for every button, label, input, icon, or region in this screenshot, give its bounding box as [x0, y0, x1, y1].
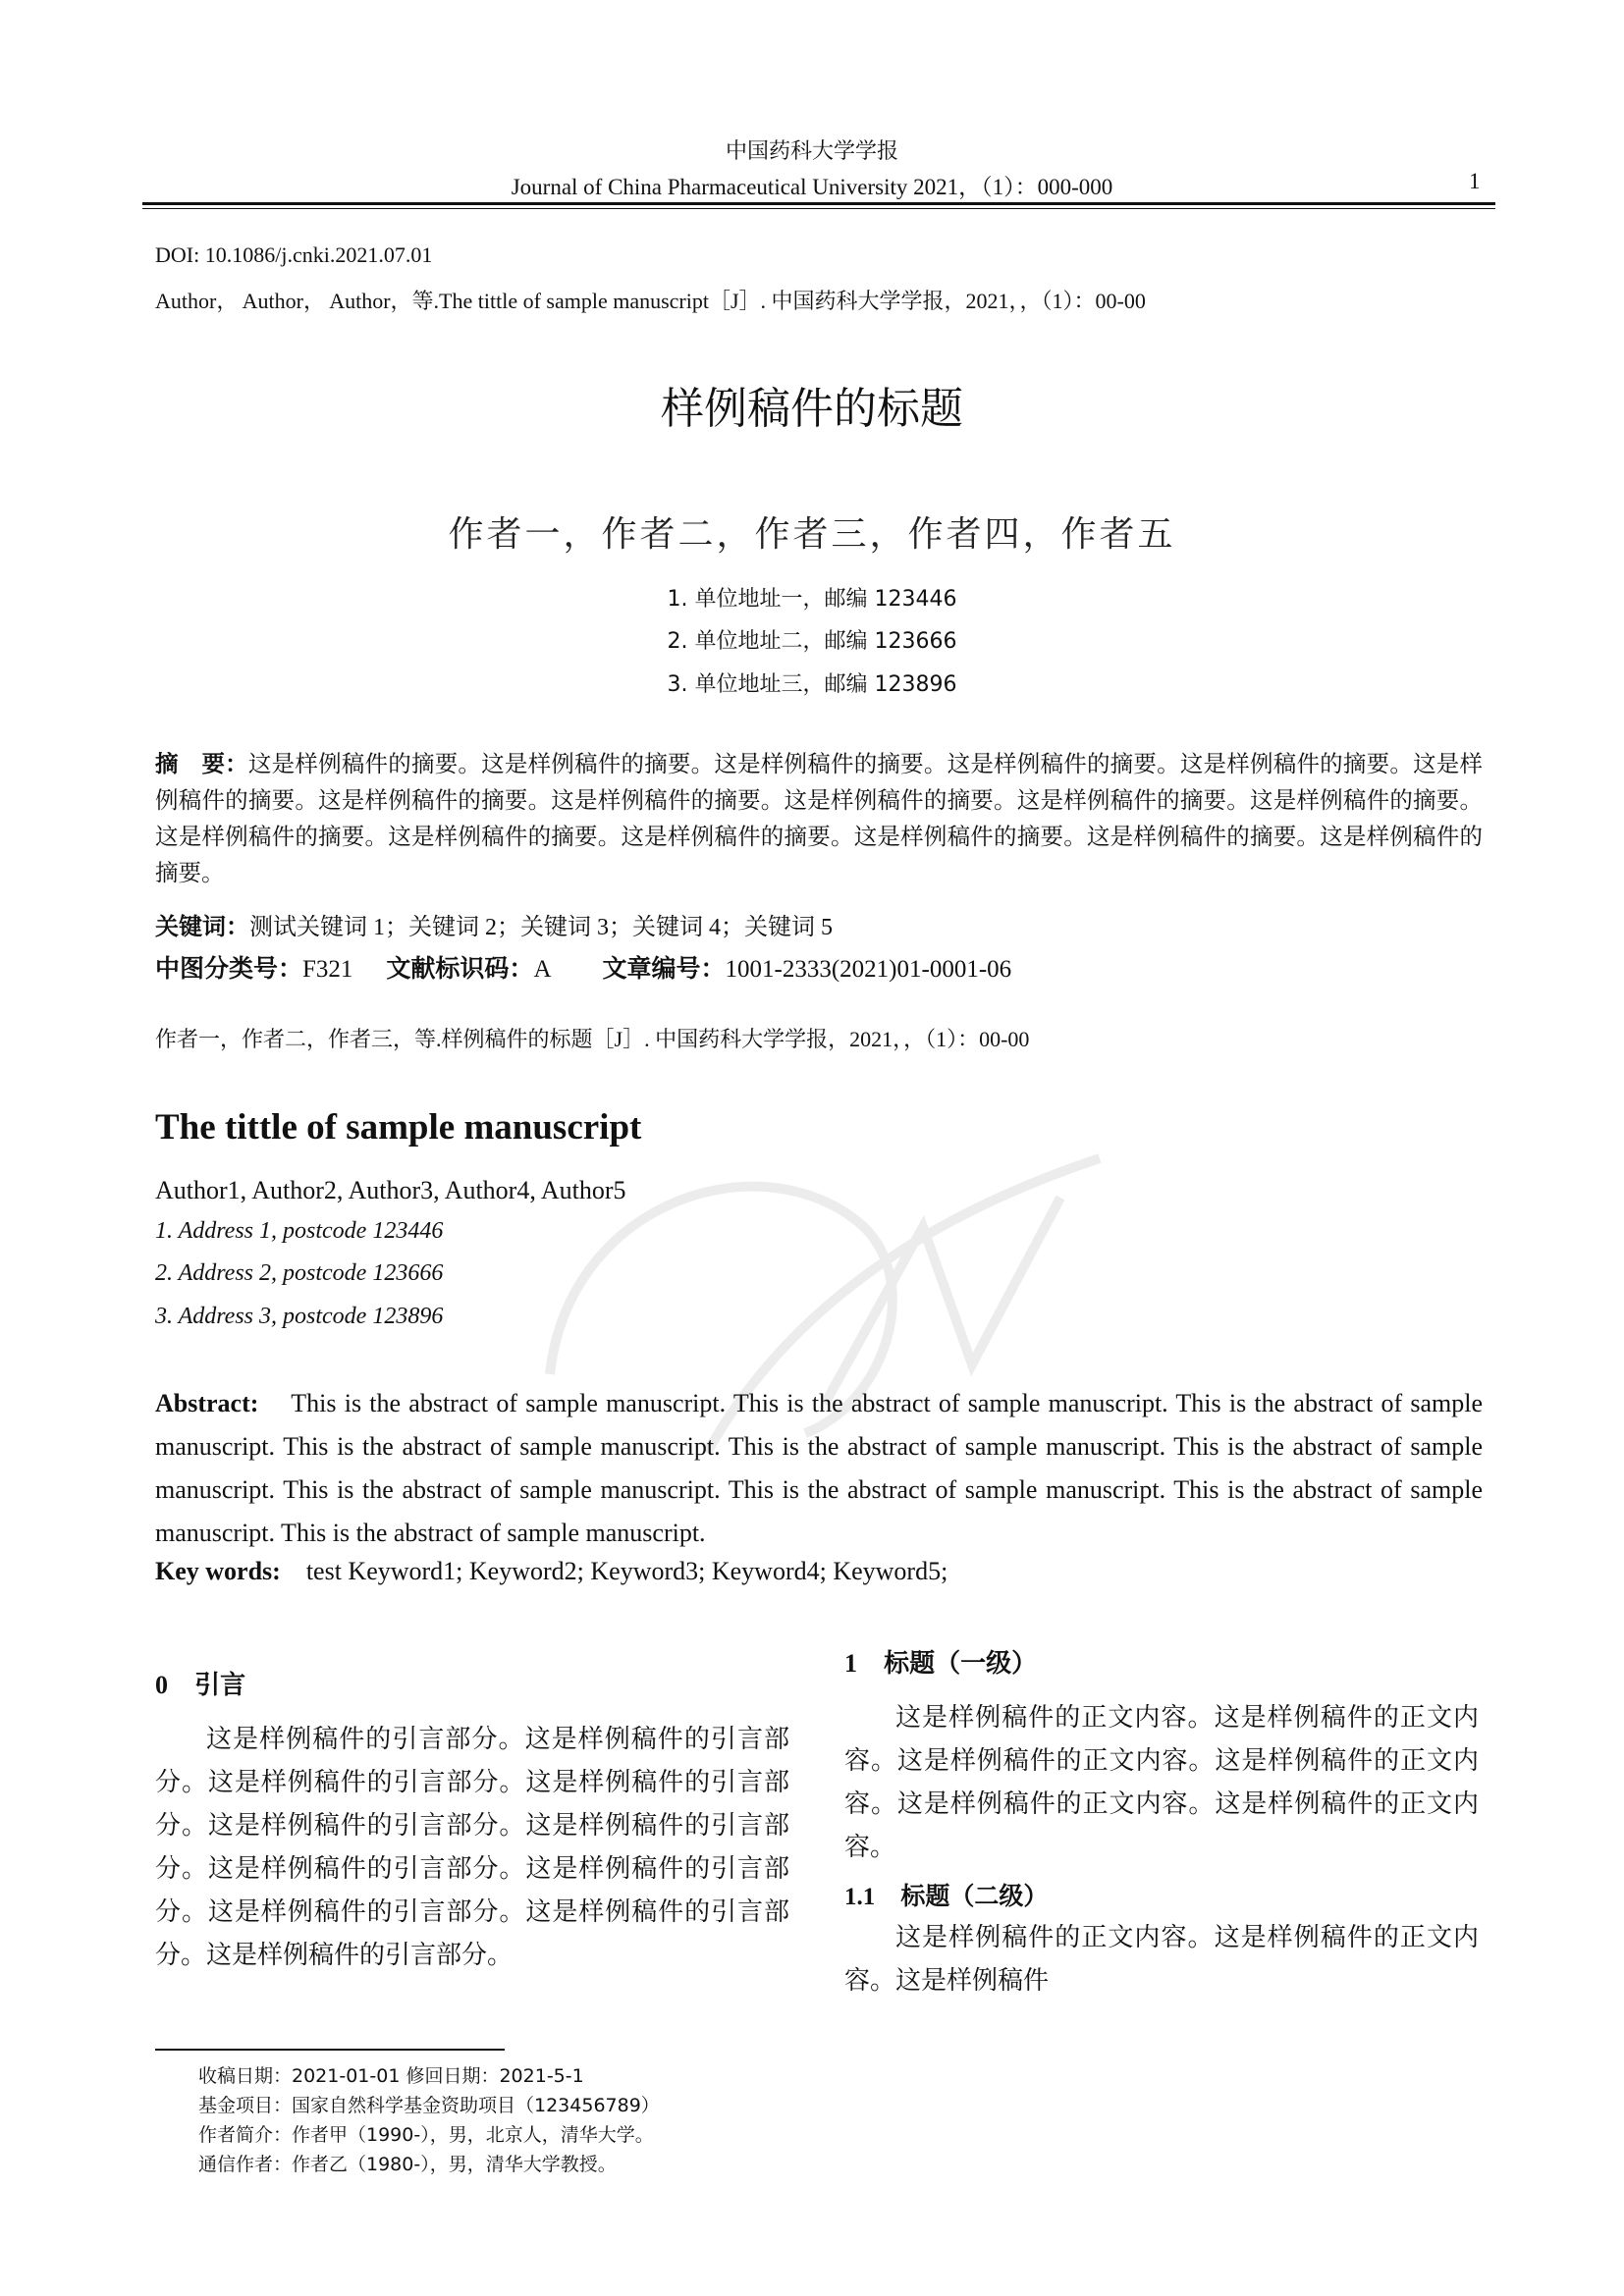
section-number: 0: [155, 1671, 168, 1699]
doc-code-label: 文献标识码：: [386, 954, 534, 983]
abstract-text-cn: 这是样例稿件的摘要。这是样例稿件的摘要。这是样例稿件的摘要。这是样例稿件的摘要。这是样例稿件的摘要。这是样例稿件的摘要。这是样例稿件的摘要。这是样例稿件的摘要。这是样例稿件的摘要。这是样例稿件的摘要。这是样例稿件的摘要。这是样例稿件的摘要。这是样例稿件的摘要。这是样例稿件的摘要。这是样例稿件的摘要。这是样例稿件的摘要。这是样例稿件的摘要。: [155, 752, 1484, 886]
section-number: 1.1: [844, 1884, 876, 1910]
section-body-0: 这是样例稿件的引言部分。这是样例稿件的引言部分。这是样例稿件的引言部分。这是样例稿件的引言部分。这是样例稿件的引言部分。这是样例稿件的引言部分。这是样例稿件的引言部分。这是样例稿件的引言部分。这是样例稿件的引言部分。这是样例稿件的引言部分。这是样例稿件的引言部分。: [155, 1725, 789, 1969]
keywords-cn: [155, 907, 833, 941]
article-number-value: 1001-2333(2021)01-0001-06: [725, 956, 1012, 983]
affiliation-cn: 3. 单位地址三，邮编 123896: [667, 672, 957, 697]
citation-en: Author， Author， Author，等.The tittle of sample manuscript［J］. 中国药科大学学报，2021，，（1）：00-00: [155, 289, 1146, 313]
section-title: 标题（一级）: [884, 1649, 1038, 1679]
affiliation-cn: 2. 单位地址二，邮编 123666: [667, 629, 957, 654]
section-title: 标题（二级）: [900, 1882, 1049, 1910]
doi: DOI: 10.1086/j.cnki.2021.07.01: [155, 242, 433, 267]
footnote-rule: [155, 2049, 505, 2051]
section-heading-1: [844, 1643, 1037, 1680]
keywords-label-cn: 关键词：: [155, 913, 249, 940]
footnote-author-bio: 作者简介：作者甲（1990-），男，北京人，清华大学。: [198, 2124, 654, 2146]
article-number-label: 文章编号：: [602, 954, 726, 983]
classification-line: [155, 949, 1011, 985]
section-body-1: 这是样例稿件的正文内容。这是样例稿件的正文内容。这是样例稿件的正文内容。这是样例稿件的正文内容。这是样例稿件的正文内容。这是样例稿件的正文内容。: [844, 1703, 1479, 1861]
abstract-text-en: This is the abstract of sample manuscript. This is the abstract of sample manuscript. This is the abstract of sample manuscript. This is the abstract of sample manuscript. This is the abstract of sample manuscript. This is the abstract of sample manuscript. This is the abstract of sample manuscript. This is the abstract of sample manuscript. This is the abstract of sample manuscript. This is the abstract of sample manuscript.: [155, 1389, 1483, 1547]
keywords-label-en: Key words:: [155, 1557, 281, 1585]
affiliation-en: 3. Address 3, postcode 123896: [155, 1304, 444, 1329]
journal-name-en: Journal of China Pharmaceutical University 2021，（1）：000-000: [511, 175, 1113, 199]
header-rule-thick: [142, 202, 1495, 205]
affiliation-cn: 1. 单位地址一，邮编 123446: [667, 587, 957, 612]
header-rule-thin: [142, 208, 1495, 209]
abstract-label-cn: 摘 要：: [155, 750, 248, 777]
article-title-cn: 样例稿件的标题: [661, 384, 963, 434]
author-list-en: Author1, Author2, Author3, Author4, Author5: [155, 1176, 626, 1204]
article-title-en: The tittle of sample manuscript: [155, 1107, 642, 1148]
footnote-received-date: 收稿日期：2021-01-01 修回日期：2021-5-1: [198, 2065, 584, 2087]
citation-cn: 作者一，作者二，作者三，等.样例稿件的标题［J］. 中国药科大学学报，2021，，（1）：00-00: [155, 1027, 1030, 1051]
keywords-text-en: test Keyword1; Keyword2; Keyword3; Keyword4; Keyword5;: [305, 1557, 948, 1585]
abstract-en: [155, 1382, 1483, 1555]
section-number: 1: [844, 1649, 857, 1678]
section-heading-1-1: [844, 1877, 1048, 1912]
clc-value: F321: [302, 956, 353, 983]
keywords-en: [155, 1557, 947, 1586]
affiliation-en: 1. Address 1, postcode 123446: [155, 1218, 444, 1244]
section-title: 引言: [194, 1671, 246, 1700]
clc-label: 中图分类号：: [155, 954, 303, 983]
page-number: 1: [1469, 169, 1481, 193]
author-list-cn: 作者一，作者二，作者三，作者四，作者五: [448, 514, 1176, 554]
doc-code-value: A: [533, 956, 552, 983]
affiliation-en: 2. Address 2, postcode 123666: [155, 1260, 444, 1286]
abstract-cn: [155, 746, 1483, 892]
footnote-funding: 基金项目：国家自然科学基金资助项目（123456789）: [198, 2095, 660, 2116]
footnote-corresponding-author: 通信作者：作者乙（1980-），男，清华大学教授。: [198, 2154, 617, 2175]
abstract-label-en: Abstract:: [155, 1389, 259, 1417]
keywords-text-cn: 测试关键词 1；关键词 2；关键词 3；关键词 4；关键词 5: [249, 915, 833, 940]
journal-name-cn: 中国药科大学学报: [725, 139, 898, 164]
section-heading-0: [155, 1665, 245, 1701]
section-body-1-1: 这是样例稿件的正文内容。这是样例稿件的正文内容。这是样例稿件: [844, 1923, 1479, 1995]
